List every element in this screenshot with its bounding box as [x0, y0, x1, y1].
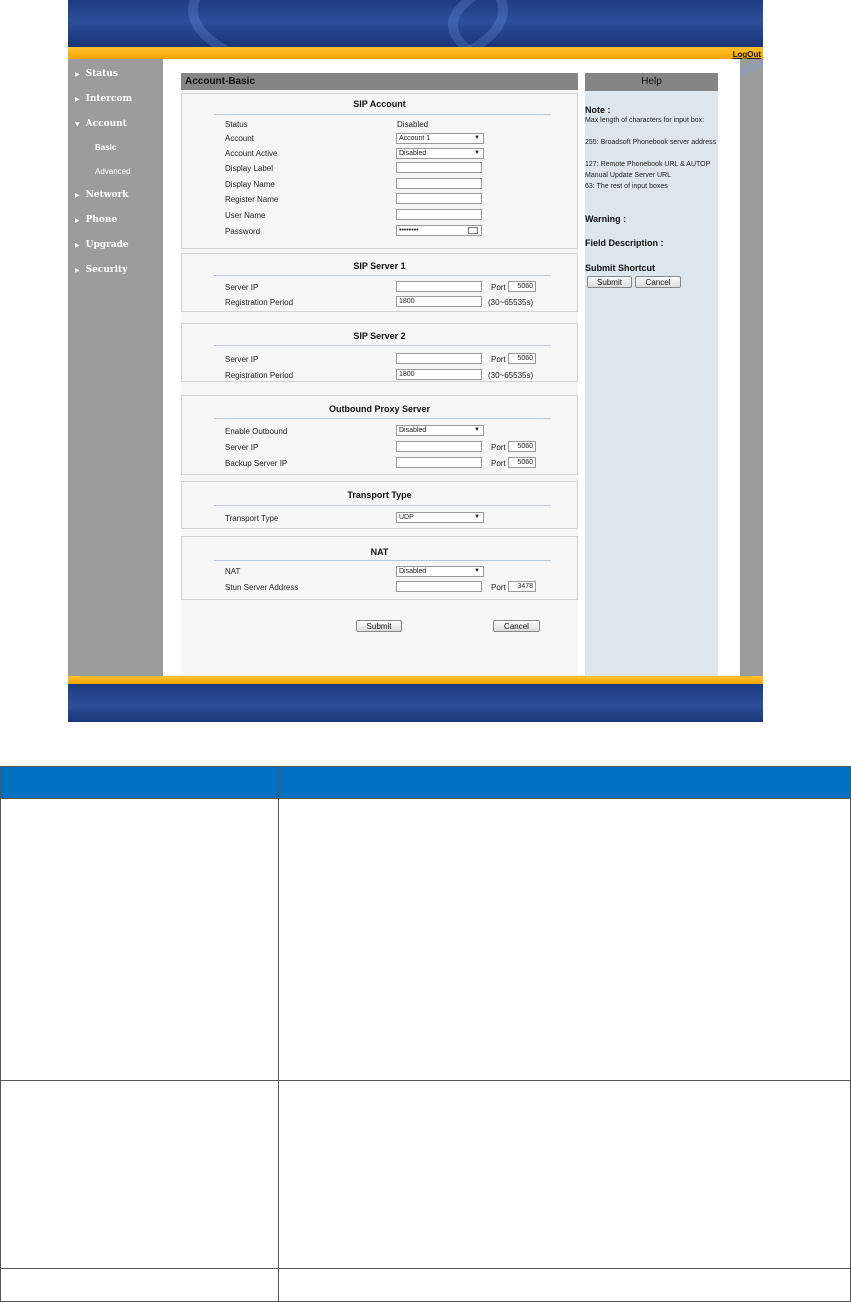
- warning-heading: Warning :: [585, 214, 627, 224]
- description-table: [0, 766, 851, 1302]
- port-label: Port: [491, 355, 506, 364]
- server-ip-label: Server IP: [225, 443, 259, 452]
- triangle-right-icon: ▶: [75, 217, 80, 224]
- port-input[interactable]: 5060: [508, 441, 536, 452]
- sidebar-item-network[interactable]: ▶ Network: [75, 190, 129, 200]
- bottom-banner: [68, 684, 763, 722]
- nat-select[interactable]: Disabled ▼: [396, 566, 484, 577]
- transport-type-select[interactable]: UDP ▼: [396, 512, 484, 523]
- help-title: Help: [585, 73, 718, 91]
- section-title: NAT: [370, 547, 389, 557]
- web-ui-screenshot: [68, 0, 763, 722]
- table-cell: [278, 1080, 851, 1269]
- note-line: 127: Remote Phonebook URL & AUTOP Manual Update Server URL: [585, 161, 711, 179]
- table-header-cell: [0, 766, 279, 799]
- display-name-label: Display Name: [225, 180, 275, 189]
- sip-account-section: [181, 93, 578, 249]
- status-label: Status: [225, 120, 248, 129]
- sidebar-item-status[interactable]: ▶ Status: [75, 69, 118, 79]
- enable-outbound-label: Enable Outbound: [225, 427, 288, 436]
- caret-down-icon: ▼: [474, 514, 480, 520]
- note-line: Max length of characters for input box:: [585, 117, 705, 124]
- section-title: Transport Type: [347, 490, 412, 500]
- port-label: Port: [491, 283, 506, 292]
- table-cell: [0, 798, 279, 1081]
- port-input[interactable]: 3478: [508, 581, 536, 592]
- backup-server-ip-label: Backup Server IP: [225, 459, 288, 468]
- registration-period-label: Registration Period: [225, 371, 294, 380]
- sidebar-subitem-advanced[interactable]: Advanced: [95, 167, 131, 176]
- caret-down-icon: ▼: [474, 150, 480, 156]
- backup-port-input[interactable]: 5060: [508, 457, 536, 468]
- submit-button[interactable]: Submit: [356, 620, 402, 632]
- page-title: Account-Basic: [181, 73, 578, 90]
- account-basic-panel: [181, 73, 578, 676]
- field-description-heading: Field Description :: [585, 238, 664, 248]
- table-cell: [0, 1268, 279, 1302]
- stun-server-input[interactable]: [396, 581, 482, 592]
- registration-period-label: Registration Period: [225, 298, 294, 307]
- triangle-right-icon: ▶: [75, 267, 80, 274]
- nat-section: [181, 536, 578, 600]
- top-banner: [68, 0, 763, 47]
- sip-server-1-section: [181, 253, 578, 312]
- caret-down-icon: ▼: [474, 427, 480, 433]
- table-cell: [278, 1268, 851, 1302]
- keyboard-icon[interactable]: [468, 227, 478, 234]
- display-name-input[interactable]: [396, 178, 482, 189]
- note-line: 255: Broadsoft Phonebook server address: [585, 139, 717, 146]
- password-label: Password: [225, 227, 261, 236]
- server-ip-input[interactable]: [396, 441, 482, 452]
- backup-port-label: Port: [491, 459, 506, 468]
- cancel-button[interactable]: Cancel: [493, 620, 540, 632]
- section-title: Outbound Proxy Server: [328, 404, 431, 414]
- server-ip-input[interactable]: [396, 281, 482, 292]
- shortcut-cancel-button[interactable]: Cancel: [635, 276, 681, 288]
- user-name-input[interactable]: [396, 209, 482, 220]
- triangle-down-icon: ▼: [75, 121, 80, 128]
- registration-range-hint: (30~65535s): [488, 298, 534, 307]
- sidebar-item-intercom[interactable]: ▶ Intercom: [75, 94, 133, 104]
- section-title: SIP Server 1: [353, 261, 406, 271]
- register-name-label: Register Name: [225, 195, 279, 204]
- account-label: Account: [225, 134, 254, 143]
- port-label: Port: [491, 443, 506, 452]
- table-cell: [0, 1080, 279, 1269]
- sip-server-2-section: [181, 323, 578, 382]
- account-select[interactable]: Account 1 ▼: [396, 133, 484, 144]
- port-input[interactable]: 5060: [508, 281, 536, 292]
- sidebar-item-security[interactable]: ▶ Security: [75, 265, 128, 275]
- sidebar-item-upgrade[interactable]: ▶ Upgrade: [75, 240, 129, 250]
- server-ip-label: Server IP: [225, 283, 259, 292]
- server-ip-label: Server IP: [225, 355, 259, 364]
- registration-period-input[interactable]: 1800: [396, 369, 482, 380]
- section-title: SIP Server 2: [353, 331, 406, 341]
- top-accent-stripe: [68, 47, 763, 59]
- registration-range-hint: (30~65535s): [488, 371, 534, 380]
- submit-shortcut-heading: Submit Shortcut: [585, 263, 655, 273]
- display-label-label: Display Label: [225, 164, 274, 173]
- triangle-right-icon: ▶: [75, 242, 80, 249]
- nat-label: NAT: [225, 567, 241, 576]
- user-name-label: User Name: [225, 211, 266, 220]
- transport-type-section: [181, 481, 578, 529]
- outbound-proxy-section: [181, 395, 578, 475]
- port-label: Port: [491, 583, 506, 592]
- table-header-cell: [278, 766, 851, 799]
- enable-outbound-select[interactable]: Disabled ▼: [396, 425, 484, 436]
- registration-period-input[interactable]: 1800: [396, 296, 482, 307]
- table-cell: [278, 798, 851, 1081]
- account-active-select[interactable]: Disabled ▼: [396, 148, 484, 159]
- triangle-right-icon: ▶: [75, 71, 80, 78]
- register-name-input[interactable]: [396, 193, 482, 204]
- sidebar: [68, 59, 163, 676]
- sidebar-subitem-basic[interactable]: Basic: [95, 143, 117, 152]
- stun-server-label: Stun Server Address: [225, 583, 299, 592]
- display-label-input[interactable]: [396, 162, 482, 173]
- account-active-label: Account Active: [225, 149, 278, 158]
- logout-link[interactable]: LogOut: [732, 50, 761, 59]
- note-heading: Note :: [585, 105, 611, 115]
- bottom-accent-stripe: [68, 676, 763, 684]
- caret-down-icon: ▼: [474, 568, 480, 574]
- backup-server-ip-input[interactable]: [396, 457, 482, 468]
- transport-type-label: Transport Type: [225, 514, 279, 523]
- note-line: 63: The rest of input boxes: [585, 183, 668, 190]
- shortcut-submit-button[interactable]: Submit: [587, 276, 632, 288]
- sidebar-item-phone[interactable]: ▶ Phone: [75, 215, 118, 225]
- server-ip-input[interactable]: [396, 353, 482, 364]
- section-title: SIP Account: [353, 99, 406, 109]
- password-input[interactable]: ••••••••: [396, 225, 482, 236]
- help-panel: [585, 73, 718, 676]
- triangle-right-icon: ▶: [75, 96, 80, 103]
- sidebar-item-account[interactable]: ▼ Account: [75, 119, 127, 129]
- port-input[interactable]: 5060: [508, 353, 536, 364]
- triangle-right-icon: ▶: [75, 192, 80, 199]
- caret-down-icon: ▼: [474, 135, 480, 141]
- status-value: Disabled: [397, 120, 429, 129]
